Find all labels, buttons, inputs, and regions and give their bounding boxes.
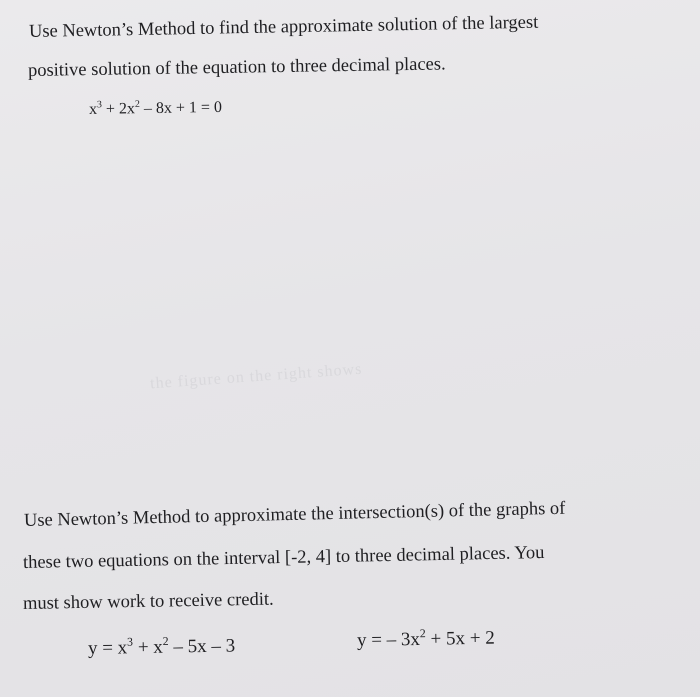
problem2-equation-b [357,628,495,652]
eq1-term1: x [88,100,98,118]
eq1-term3: – 8x + 1 = 0 [139,98,223,118]
faint-bleed-through-text: the figure on the right shows [149,360,363,393]
problem2-line3: must show work to receive credit. [22,589,274,614]
problem1-equation [89,99,222,119]
eq2a-exp1: 3 [126,635,134,649]
eq1-exp1: 3 [96,99,102,111]
eq2a-term2: + x [132,636,163,659]
eq2b-exp1: 2 [419,627,426,641]
problem2-line1: Use Newton’s Method to approximate the intersection(s) of the graphs of [23,498,566,531]
eq2a-term3: – 5x – 3 [168,635,236,658]
eq1-term2: + 2x [101,100,136,118]
eq2a-exp2: 2 [162,634,169,649]
problem2-equation-a [88,635,236,660]
problem1-line1: Use Newton’s Method to find the approximate solution of the largest [28,12,539,42]
eq2a-term1: y = x [87,637,128,659]
eq2b-term1: y = – 3x [356,628,421,651]
eq1-exp2: 2 [134,98,140,110]
problem2-line2: these two equations on the interval [-2, 4] to three decimal places. You [22,542,545,573]
problem1-line2: positive solution of the equation to three decimal places. [27,54,446,81]
eq2b-term2: + 5x + 2 [425,627,495,650]
